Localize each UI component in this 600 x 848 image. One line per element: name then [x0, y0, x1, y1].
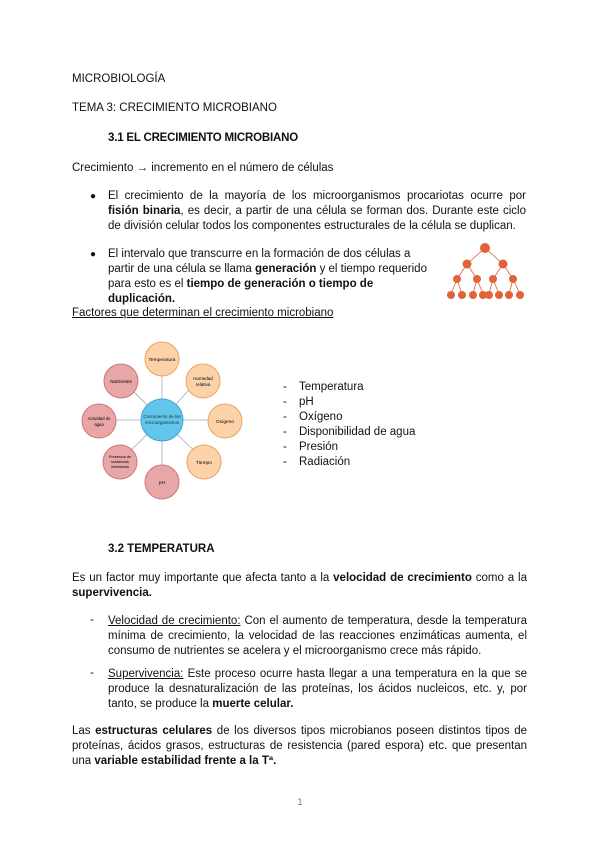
text: Con el aumento de temperatura, desde la temperatura mínima de crecimiento, la velocidad de las reacciones enzimáticas aumenta, el consumo de nutrientes se acelera y el microorganismo crece más rápido.	[108, 615, 527, 657]
section-title-2: 3.2 TEMPERATURA	[108, 543, 215, 555]
node-label: pH	[158, 481, 166, 486]
text: , es decir, a partir de una célula se forman dos. Durante este ciclo de división celular todos los componentes estructurales de la célula se duplican.	[108, 205, 526, 232]
text: El crecimiento de la mayoría de los microorganismos procariotas ocurre por	[108, 190, 526, 202]
factor-item: - Disponibilidad de agua	[283, 426, 416, 438]
factor-item: - Radiación	[283, 456, 351, 468]
bold-text: muerte celular.	[212, 698, 294, 710]
factor-item: - Temperatura	[283, 381, 364, 393]
factor-item: - pH	[283, 396, 314, 408]
factors-diagram	[80, 338, 265, 508]
factor-item: - Presión	[283, 441, 338, 453]
section-title-1: 3.1 EL CRECIMIENTO MICROBIANO	[108, 132, 298, 144]
binary-fission-illustration	[443, 242, 527, 304]
page-number: 1	[297, 797, 303, 807]
factor-label: Radiación	[299, 456, 351, 468]
text: y el tiempo requerido para esto es el	[108, 263, 427, 290]
node-label: Tiempo	[196, 461, 212, 466]
dash-marker: -	[90, 614, 94, 626]
bold-text: estructuras celulares	[95, 725, 213, 737]
growth-definition: Crecimiento → incremento en el número de células	[72, 162, 334, 174]
node-label: relativa	[195, 382, 211, 387]
factor-label: Oxígeno	[299, 411, 343, 423]
node-actividad-agua	[82, 404, 116, 438]
node-label: Presencia de	[108, 455, 132, 459]
node-label: sustancias	[111, 460, 129, 464]
factor-label: Temperatura	[299, 381, 364, 393]
bullet-dot: ●	[90, 249, 97, 260]
underlined-text: Supervivencia:	[108, 668, 184, 680]
node-label: Actividad de	[87, 416, 111, 421]
node-humedad	[186, 364, 220, 398]
factor-item: - Oxígeno	[283, 411, 343, 423]
text: Las	[72, 725, 96, 737]
bold-text: fisión binaria	[108, 205, 181, 217]
item-survival	[108, 667, 527, 712]
bold-text: tiempo de generación o tiempo de duplicación.	[108, 278, 374, 305]
factors-heading: Factores que determinan el crecimiento microbiano	[72, 307, 334, 319]
factor-list	[283, 380, 415, 470]
bold-text: velocidad de crecimiento	[333, 572, 472, 584]
bullet-binary-fission	[108, 189, 526, 234]
text: Este proceso ocurre hasta llegar a una temperatura en la que se produce la desnaturalización de las proteínas, los ácidos nucleicos, etc. y, por tanto, se produce la	[108, 668, 527, 710]
item-growth-rate	[108, 614, 527, 659]
node-label: Temperatura	[148, 358, 176, 363]
bold-text: variable estabilidad frente a la Tª.	[94, 755, 277, 767]
bullet-generation	[108, 247, 438, 307]
factor-label: Presión	[299, 441, 338, 453]
node-label: Humedad	[193, 376, 213, 381]
text: El intervalo que transcurre en la formación de dos células a partir de una célula se llama	[108, 248, 411, 275]
center-label: microorganismos	[144, 420, 180, 425]
text: como a la	[471, 572, 527, 584]
text: de los diversos tipos microbianos poseen distintos tipos de proteínas, ácidos grasos, estructuras de resistencia (pared espora) etc. que presentan una	[72, 725, 528, 767]
node-label: Oxígeno	[215, 420, 235, 425]
node-label: agua	[94, 422, 104, 427]
text: Es un factor muy importante que afecta tanto a la	[72, 572, 334, 584]
node-label: Nutrientes	[110, 380, 132, 385]
subject-title: MICROBIOLOGÍA	[72, 73, 166, 85]
factor-label: pH	[299, 396, 314, 408]
dash-marker: -	[90, 667, 94, 679]
bold-text: supervivencia.	[72, 587, 152, 599]
node-label: inhibitorias	[110, 465, 130, 469]
closing-paragraph	[72, 724, 527, 769]
topic-title: TEMA 3: CRECIMIENTO MICROBIANO	[72, 102, 277, 114]
underlined-text: Velocidad de crecimiento:	[108, 615, 241, 627]
factor-label: Disponibilidad de agua	[299, 426, 416, 438]
bullet-dot: ●	[90, 191, 97, 202]
center-label: Crecimiento de los	[143, 414, 181, 419]
temperature-intro	[72, 571, 527, 601]
bold-text: generación	[255, 263, 317, 275]
